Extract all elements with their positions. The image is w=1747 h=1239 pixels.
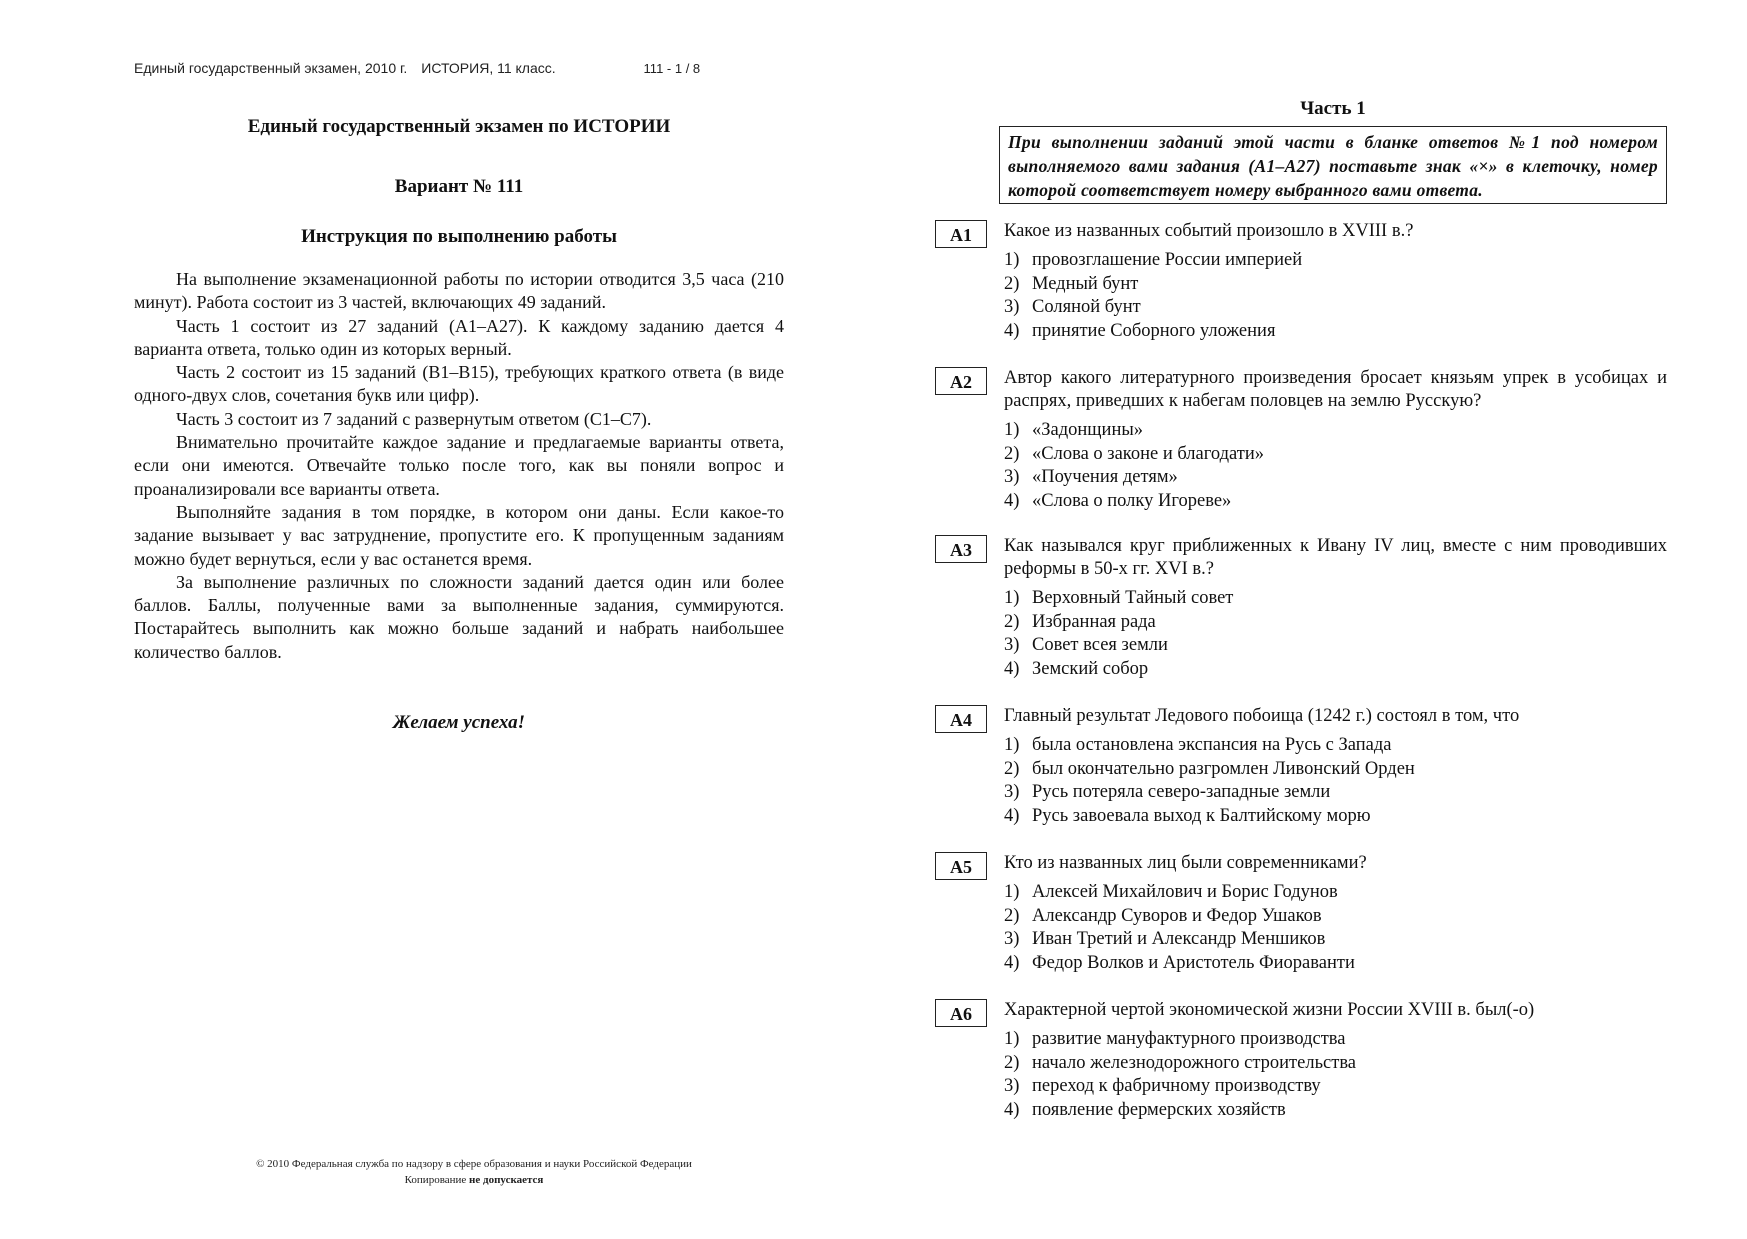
copy-notice-prefix: Копирование xyxy=(404,1174,470,1186)
exam-title: Единый государственный экзамен по ИСТОРИИ xyxy=(247,116,671,137)
option-number: 1) xyxy=(1004,735,1020,755)
question-a1 xyxy=(935,220,1667,343)
question-number: А3 xyxy=(935,535,987,563)
question-number: А4 xyxy=(935,705,987,733)
question-text: Автор какого литературного произведения бросает князьям упрек в усобицах и распрях, приведших к набегам половцев на землю Русскую? xyxy=(1004,368,1667,411)
good-luck-text: Желаем успеха! xyxy=(392,712,526,734)
question-text: Главный результат Ледового побоища (1242 г.) состоял в том, что xyxy=(1004,706,1520,726)
option-text: Совет всея земли xyxy=(1032,635,1168,655)
option-number: 4) xyxy=(1004,490,1020,511)
answer-option xyxy=(1004,587,1667,611)
answer-options xyxy=(1004,1028,1667,1122)
answer-option xyxy=(1004,928,1667,952)
instruction-paragraph: За выполнение различных по сложности заданий дается один или более баллов. Баллы, полученные вами за выполненные задания, суммируются. Постарайтесь выполнить как можно больше заданий и набрать наибольшее количество баллов. xyxy=(134,571,784,662)
answer-option xyxy=(1004,419,1667,443)
header-page-number: 111 - 1 / 8 xyxy=(643,61,701,76)
option-text: Федор Волков и Аристотель Фиораванти xyxy=(1032,952,1355,973)
option-text: провозглашение России империей xyxy=(1032,250,1303,270)
option-text: «Слова о полку Игореве» xyxy=(1032,490,1232,511)
option-number: 3) xyxy=(1004,1076,1020,1096)
question-number: А5 xyxy=(935,852,987,880)
option-number: 3) xyxy=(1004,297,1020,317)
answer-option xyxy=(1004,1075,1667,1099)
left-page xyxy=(134,116,784,734)
option-text: Медный бунт xyxy=(1032,273,1139,294)
option-number: 1) xyxy=(1004,250,1020,270)
option-text: Земский собор xyxy=(1032,658,1149,679)
option-text: «Слова о законе и благодати» xyxy=(1032,443,1264,464)
answer-option xyxy=(1004,466,1667,490)
option-number: 4) xyxy=(1004,658,1020,679)
instruction-paragraph: Часть 3 состоит из 7 заданий с развернутым ответом (С1–С7). xyxy=(176,408,652,429)
answer-options xyxy=(1004,734,1667,828)
answer-option xyxy=(1004,443,1667,467)
answer-options xyxy=(1004,419,1667,513)
part-instruction-box: При выполнении заданий этой части в бланке ответов №1 под номером выполняемого вами задания (А1–А27) поставьте знак «×» в клеточку, номер которой соответствует номеру выбранного вами ответа. xyxy=(999,126,1667,204)
option-text: появление фермерских хозяйств xyxy=(1032,1099,1286,1120)
answer-option xyxy=(1004,611,1667,635)
option-text: Иван Третий и Александр Меншиков xyxy=(1032,929,1326,949)
option-number: 2) xyxy=(1004,905,1020,926)
answer-option xyxy=(1004,296,1667,320)
answer-options xyxy=(1004,881,1667,975)
option-text: «Задонщины» xyxy=(1032,420,1144,440)
header-exam: Единый государственный экзамен, 2010 г. xyxy=(134,60,408,76)
option-number: 3) xyxy=(1004,782,1020,802)
answer-option xyxy=(1004,249,1667,273)
instruction-paragraph: На выполнение экзаменационной работы по истории отводится 3,5 часа (210 минут). Работа состоит из 3 частей, включающих 49 заданий. xyxy=(134,269,784,313)
question-number: А1 xyxy=(935,220,987,248)
page-header xyxy=(134,60,700,76)
question-a6 xyxy=(935,999,1667,1122)
option-number: 3) xyxy=(1004,467,1020,487)
question-number: А2 xyxy=(935,367,987,395)
option-text: принятие Соборного уложения xyxy=(1032,320,1276,341)
question-text: Характерной чертой экономической жизни России XVIII в. был(-о) xyxy=(1004,1000,1535,1020)
answer-options xyxy=(1004,249,1667,343)
option-text: была остановлена экспансия на Русь с Запада xyxy=(1032,735,1392,755)
option-number: 4) xyxy=(1004,1099,1020,1120)
option-text: Алексей Михайлович и Борис Годунов xyxy=(1032,882,1338,902)
answer-option xyxy=(1004,1028,1667,1052)
right-page xyxy=(935,98,1667,1122)
answer-option xyxy=(1004,881,1667,905)
option-number: 3) xyxy=(1004,929,1020,949)
option-text: «Поучения детям» xyxy=(1032,467,1178,487)
answer-option xyxy=(1004,1099,1667,1123)
answer-option xyxy=(1004,1052,1667,1076)
variant-title: Вариант № 111 xyxy=(394,176,524,197)
option-text: Александр Суворов и Федор Ушаков xyxy=(1032,905,1322,926)
answer-option xyxy=(1004,273,1667,297)
answer-option xyxy=(1004,905,1667,929)
option-number: 1) xyxy=(1004,1029,1020,1049)
option-text: Соляной бунт xyxy=(1032,297,1141,317)
instruction-paragraph: Внимательно прочитайте каждое задание и предлагаемые варианты ответа, если они имеются. Отвечайте только после того, как вы поняли вопрос и проанализировали все варианты ответа. xyxy=(134,432,784,499)
option-number: 4) xyxy=(1004,805,1020,826)
option-number: 1) xyxy=(1004,420,1020,440)
option-number: 1) xyxy=(1004,882,1020,902)
answer-options xyxy=(1004,587,1667,681)
option-number: 3) xyxy=(1004,635,1020,655)
answer-option xyxy=(1004,634,1667,658)
answer-option xyxy=(1004,658,1667,682)
copyright-line: © 2010 Федеральная служба по надзору в сфере образования и науки Российской Федерации xyxy=(256,1158,692,1170)
instruction-paragraph: Часть 2 состоит из 15 заданий (В1–В15), требующих краткого ответа (в виде одного-двух слов, сочетания букв или цифр). xyxy=(134,362,784,406)
option-text: Верховный Тайный совет xyxy=(1032,588,1234,608)
option-text: переход к фабричному производству xyxy=(1032,1076,1321,1096)
answer-option xyxy=(1004,781,1667,805)
instruction-paragraph: Часть 1 состоит из 27 заданий (А1–А27). К каждому заданию дается 4 варианта ответа, только один из которых верный. xyxy=(134,315,784,359)
option-number: 2) xyxy=(1004,758,1020,779)
question-a5 xyxy=(935,852,1667,975)
option-text: развитие мануфактурного производства xyxy=(1032,1029,1346,1049)
part-title: Часть 1 xyxy=(1300,98,1366,119)
option-text: Русь потеряла северо-западные земли xyxy=(1032,782,1331,802)
instruction-heading: Инструкция по выполнению работы xyxy=(301,226,617,247)
copy-notice-bold: не допускается xyxy=(469,1174,544,1186)
option-text: Русь завоевала выход к Балтийскому морю xyxy=(1032,805,1371,826)
question-a3 xyxy=(935,535,1667,681)
answer-option xyxy=(1004,320,1667,344)
option-number: 2) xyxy=(1004,273,1020,294)
option-number: 2) xyxy=(1004,443,1020,464)
question-text: Как назывался круг приближенных к Ивану IV лиц, вместе с ним проводивших реформы в 50-х гг. XVI в.? xyxy=(1004,536,1667,579)
answer-option xyxy=(1004,805,1667,829)
answer-option xyxy=(1004,758,1667,782)
header-subject: ИСТОРИЯ, xyxy=(421,60,494,76)
question-number: А6 xyxy=(935,999,987,1027)
question-text: Какое из названных событий произошло в XVIII в.? xyxy=(1004,221,1414,241)
question-a2 xyxy=(935,367,1667,513)
option-number: 2) xyxy=(1004,611,1020,632)
option-text: Избранная рада xyxy=(1032,611,1156,632)
copy-notice xyxy=(134,1172,814,1188)
option-text: был окончательно разгромлен Ливонский Орден xyxy=(1032,758,1415,779)
option-number: 2) xyxy=(1004,1052,1020,1073)
option-number: 4) xyxy=(1004,320,1020,341)
header-grade: 11 класс. xyxy=(497,60,556,76)
option-number: 4) xyxy=(1004,952,1020,973)
question-a4 xyxy=(935,705,1667,828)
answer-option xyxy=(1004,952,1667,976)
answer-option xyxy=(1004,490,1667,514)
option-text: начало железнодорожного строительства xyxy=(1032,1052,1357,1073)
answer-option xyxy=(1004,734,1667,758)
copyright-footer xyxy=(134,1156,814,1188)
question-text: Кто из названных лиц были современниками? xyxy=(1004,853,1367,873)
instruction-paragraph: Выполняйте задания в том порядке, в котором они даны. Если какое-то задание вызывает у вас затруднение, пропустите его. К пропущенным заданиям можно будет вернуться, если у вас останется время. xyxy=(134,501,784,569)
option-number: 1) xyxy=(1004,588,1020,608)
